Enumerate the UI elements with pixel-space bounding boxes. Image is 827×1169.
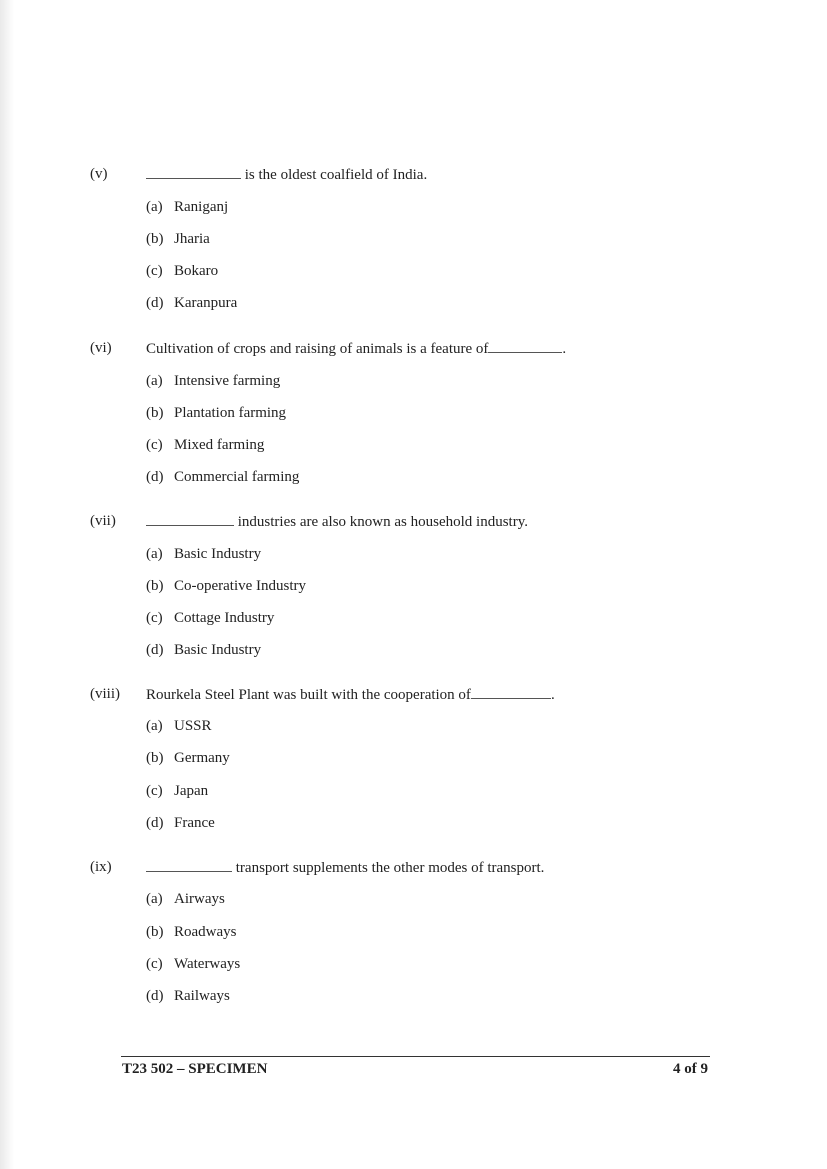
question-number: (v): [90, 166, 108, 182]
option-d: [146, 641, 261, 659]
question-text: industries are also known as household industry.: [234, 514, 528, 530]
question-stem: [146, 858, 544, 877]
question-text: Cultivation of crops and raising of animals is a feature of: [146, 341, 489, 357]
option-text: USSR: [174, 718, 212, 734]
option-a: [146, 372, 280, 390]
scan-edge-shadow: [0, 0, 14, 1169]
question-number: (vii): [90, 513, 116, 529]
option-d: [146, 294, 237, 312]
option-label: (a): [146, 373, 163, 389]
question-stem: [146, 165, 427, 184]
question-text: Rourkela Steel Plant was built with the cooperation of: [146, 687, 471, 703]
question-stem: [146, 512, 528, 531]
option-a: [146, 890, 225, 908]
option-label: (b): [146, 578, 164, 594]
option-b: [146, 230, 210, 248]
option-text: Japan: [174, 783, 209, 799]
option-text: Airways: [174, 891, 225, 907]
option-label: (a): [146, 199, 163, 215]
option-label: (d): [146, 815, 164, 831]
option-label: (c): [146, 783, 163, 799]
option-c: [146, 955, 240, 973]
option-text: Karanpura: [174, 295, 238, 311]
option-text: Co-operative Industry: [174, 578, 307, 594]
question-number: (viii): [90, 686, 120, 702]
footer-rule: [121, 1056, 710, 1057]
option-text: Basic Industry: [174, 642, 262, 658]
option-a: [146, 717, 212, 735]
option-text: France: [174, 815, 215, 831]
option-label: (d): [146, 642, 164, 658]
option-c: [146, 262, 218, 280]
question-text: is the oldest coalfield of India.: [241, 167, 428, 183]
question-text: transport supplements the other modes of transport.: [232, 860, 545, 876]
answer-blank: [471, 685, 551, 699]
answer-blank: [146, 512, 234, 526]
option-text: Germany: [174, 750, 230, 766]
question-number: (vi): [90, 340, 112, 356]
option-c: [146, 782, 208, 800]
option-label: (b): [146, 750, 164, 766]
option-text: Railways: [174, 988, 230, 1004]
option-b: [146, 923, 237, 941]
option-label: (b): [146, 231, 164, 247]
question-trailing: .: [562, 341, 567, 357]
option-label: (b): [146, 924, 164, 940]
option-text: Bokaro: [174, 263, 219, 279]
option-text: Mixed farming: [174, 437, 265, 453]
option-label: (a): [146, 891, 163, 907]
option-text: Intensive farming: [174, 373, 281, 389]
option-label: (c): [146, 956, 163, 972]
option-text: Raniganj: [174, 199, 229, 215]
option-label: (d): [146, 295, 164, 311]
answer-blank: [488, 339, 562, 353]
question-stem: [146, 339, 566, 358]
page-number: 4 of 9: [673, 1061, 708, 1077]
option-label: (d): [146, 469, 164, 485]
option-label: (d): [146, 988, 164, 1004]
option-c: [146, 436, 264, 454]
option-text: Jharia: [174, 231, 210, 247]
option-label: (b): [146, 405, 164, 421]
answer-blank: [146, 165, 241, 179]
option-text: Commercial farming: [174, 469, 300, 485]
question-stem: [146, 685, 555, 704]
option-a: [146, 198, 228, 216]
option-label: (c): [146, 263, 163, 279]
option-c: [146, 609, 274, 627]
option-d: [146, 987, 230, 1005]
option-label: (a): [146, 546, 163, 562]
option-text: Plantation farming: [174, 405, 287, 421]
option-text: Cottage Industry: [174, 610, 275, 626]
option-b: [146, 577, 306, 595]
question-trailing: .: [550, 687, 555, 703]
option-b: [146, 749, 230, 767]
option-b: [146, 404, 286, 422]
option-text: Waterways: [174, 956, 241, 972]
option-label: (a): [146, 718, 163, 734]
option-label: (c): [146, 437, 163, 453]
option-d: [146, 468, 299, 486]
option-text: Roadways: [174, 924, 237, 940]
answer-blank: [146, 858, 232, 872]
option-a: [146, 545, 261, 563]
option-label: (c): [146, 610, 163, 626]
option-text: Basic Industry: [174, 546, 262, 562]
paper-code: T23 502 – SPECIMEN: [122, 1061, 268, 1077]
question-number: (ix): [90, 859, 112, 875]
option-d: [146, 814, 215, 832]
